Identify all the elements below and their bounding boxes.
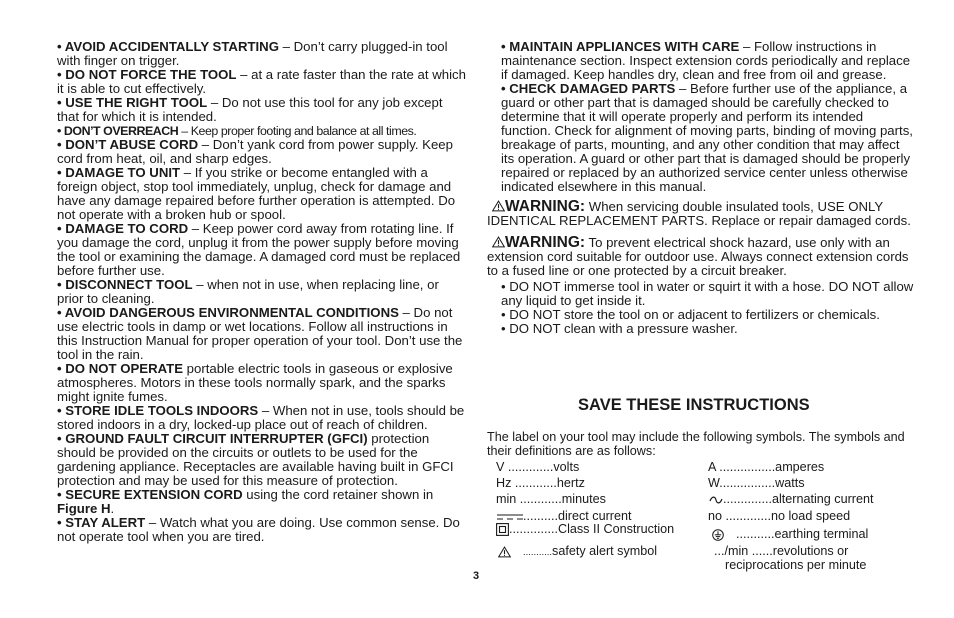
- item-text: – Before further use of the appliance, a guard or other part that is damaged should be carefully checked to determine that it will operate properly and perform its intended function. Check for alignment of moving parts, binding of moving parts, breakage of parts, mounting, and any other condition that may affect its operation. A guard or other part that is damaged should be properly repaired or replaced by an authorized service center unless otherwise indicated elsewhere in this manual.: [501, 81, 913, 194]
- ac-label: ..............alternating current: [723, 492, 874, 506]
- item-text: – Keep power cord away from rotating line. If you damage the cord, unplug it from the power supply before moving the tool or examining the damage. A damaged cord must be replaced before further use.: [57, 221, 461, 278]
- figure-reference: Figure H: [57, 501, 111, 516]
- rpm-line-2: reciprocations per minute: [725, 558, 867, 572]
- safety-label: safety alert symbol: [552, 544, 658, 558]
- item-text: portable electric tools in gaseous or explosive atmospheres. Motors in these tools normally spark, and the sparks might ignite fumes.: [57, 361, 453, 404]
- symbol-earthing-terminal: [712, 527, 868, 541]
- left-column: [57, 40, 467, 544]
- item-text: protection should be provided on the circuits or outlets to be used for the gardening appliance. Receptacles are available having built in GFCI protection and may be used for this measure of protection.: [57, 431, 454, 488]
- item-heading: • GROUND FAULT CIRCUIT INTERRUPTER (GFCI): [57, 431, 368, 446]
- page-number: 3: [473, 570, 480, 582]
- warning-shock-hazard: [487, 236, 915, 278]
- symbol-volts: V .............volts: [496, 460, 580, 474]
- warning-title: WARNING:: [505, 198, 586, 215]
- right-column: [487, 40, 915, 336]
- list-item: [57, 306, 467, 362]
- item-heading: • DISCONNECT TOOL: [57, 277, 193, 292]
- item-heading: • AVOID ACCIDENTALLY STARTING: [57, 39, 279, 54]
- symbol-watts: W................watts: [708, 476, 805, 490]
- warning-text: To prevent electrical shock hazard, use only with an extension cord suitable for outdoor use. Always connect extension cords to a fused line or one protected by a circuit breaker.: [487, 235, 909, 278]
- list-item: [57, 404, 467, 432]
- safety-alert-icon: [492, 236, 505, 248]
- item-text: – If you strike or become entangled with a foreign object, stop tool immediately, unplug, check for damage and have any damage repaired before further operation is attempted. Do not operate with a broken hub or spool.: [57, 165, 456, 222]
- right-bullet-list: [487, 40, 915, 194]
- list-item: [501, 82, 915, 194]
- warning-double-insulated: [487, 200, 915, 228]
- symbol-direct-current: [497, 509, 631, 523]
- save-instructions-heading: SAVE THESE INSTRUCTIONS: [578, 396, 810, 414]
- item-heading: • CHECK DAMAGED PARTS: [501, 81, 676, 96]
- item-text: – Don’t carry plugged-in tool with finger on trigger.: [57, 39, 448, 68]
- item-heading: • DO NOT OPERATE: [57, 361, 183, 376]
- item-heading: • DAMAGE TO CORD: [57, 221, 189, 236]
- item-heading: • STORE IDLE TOOLS INDOORS: [57, 403, 259, 418]
- list-item: [57, 278, 467, 306]
- item-heading: • AVOID DANGEROUS ENVIRONMENTAL CONDITIONS: [57, 305, 399, 320]
- item-heading: • USE THE RIGHT TOOL: [57, 95, 208, 110]
- item-heading: • STAY ALERT: [57, 515, 146, 530]
- warning-bullet: • DO NOT immerse tool in water or squirt it with a hose. DO NOT allow any liquid to get inside it.: [501, 279, 914, 308]
- item-text: – Follow instructions in maintenance section. Inspect extension cords periodically and replace if damaged. Keep handles dry, clean and free from oil and grease.: [501, 39, 911, 82]
- earthing-label: ...........earthing terminal: [736, 527, 869, 541]
- no-load-label: .............no load speed: [722, 509, 851, 523]
- symbol-amperes: A ................amperes: [708, 460, 825, 474]
- list-item: [501, 40, 915, 82]
- list-item: [57, 222, 467, 278]
- list-item: [57, 96, 467, 124]
- item-text: .: [110, 501, 115, 516]
- item-heading: • DON’T ABUSE CORD: [57, 137, 199, 152]
- list-item: [57, 516, 467, 544]
- alternating-current-icon: [709, 496, 723, 504]
- item-text: – When not in use, tools should be stored indoors in a dry, locked-up place out of reach of children.: [57, 403, 465, 432]
- list-item: [57, 40, 467, 68]
- warning-bullet-list: [487, 280, 915, 336]
- item-heading: • SECURE EXTENSION CORD: [57, 487, 243, 502]
- direct-current-icon: [497, 513, 523, 521]
- list-item: [57, 432, 467, 488]
- item-text: – Don’t yank cord from power supply. Keep cord from heat, oil, and sharp edges.: [57, 137, 453, 166]
- item-text: – Do not use this tool for any job except that for which it is intended.: [57, 95, 443, 124]
- list-item: [57, 488, 467, 516]
- rpm-line-1: .../min ......revolutions or: [714, 544, 849, 558]
- symbol-hertz: Hz ............hertz: [496, 476, 585, 490]
- dc-label: ..........direct current: [523, 509, 632, 523]
- earthing-terminal-icon: [712, 529, 724, 541]
- item-text: – Keep proper footing and balance at all times.: [178, 124, 417, 138]
- list-item: [57, 124, 467, 138]
- safety-alert-icon: [498, 546, 511, 558]
- safety-alert-icon: [492, 200, 505, 212]
- class2-label: ..............Class II Construction: [509, 522, 675, 536]
- class2-construction-icon: [496, 523, 509, 536]
- list-item: [57, 166, 467, 222]
- item-heading: • MAINTAIN APPLIANCES WITH CARE: [501, 39, 740, 54]
- list-item: [57, 68, 467, 96]
- symbol-rpm: [714, 544, 866, 572]
- item-text: – at a rate faster than the rate at which it is able to cut effectively.: [57, 67, 466, 96]
- symbol-alternating-current: [709, 492, 874, 506]
- warning-bullet: • DO NOT store the tool on or adjacent to fertilizers or chemicals.: [501, 307, 880, 322]
- no-load-symbol: no: [708, 509, 723, 523]
- symbol-minutes: min ............minutes: [496, 492, 606, 506]
- item-heading: • DO NOT FORCE THE TOOL: [57, 67, 237, 82]
- symbol-safety-alert: [498, 544, 657, 560]
- item-text: using the cord retainer shown in: [242, 487, 434, 502]
- item-heading: • DON’T OVERREACH: [57, 124, 179, 138]
- warning-text: When servicing double insulated tools, USE ONLY IDENTICAL REPLACEMENT PARTS. Replace or repair damaged cords.: [487, 199, 911, 228]
- label-intro-text: The label on your tool may include the following symbols. The symbols and their definitions are as follows:: [487, 430, 905, 458]
- safety-dots: ...........: [523, 547, 553, 558]
- item-heading: • DAMAGE TO UNIT: [57, 165, 181, 180]
- warning-bullet: • DO NOT clean with a pressure washer.: [501, 321, 738, 336]
- symbol-no-load-speed: [708, 509, 850, 523]
- item-text: – Watch what you are doing. Use common sense. Do not operate tool when you are tired.: [57, 515, 460, 544]
- warning-title: WARNING:: [505, 234, 586, 251]
- list-item: [57, 362, 467, 404]
- list-item: [57, 138, 467, 166]
- symbol-class2: [496, 522, 674, 536]
- item-text: – Do not use electric tools in damp or wet locations. Follow all instructions in this Instruction Manual for proper operation of your tool. Don’t use the tool in the rain.: [57, 305, 463, 362]
- item-text: – when not in use, when replacing line, or prior to cleaning.: [57, 277, 439, 306]
